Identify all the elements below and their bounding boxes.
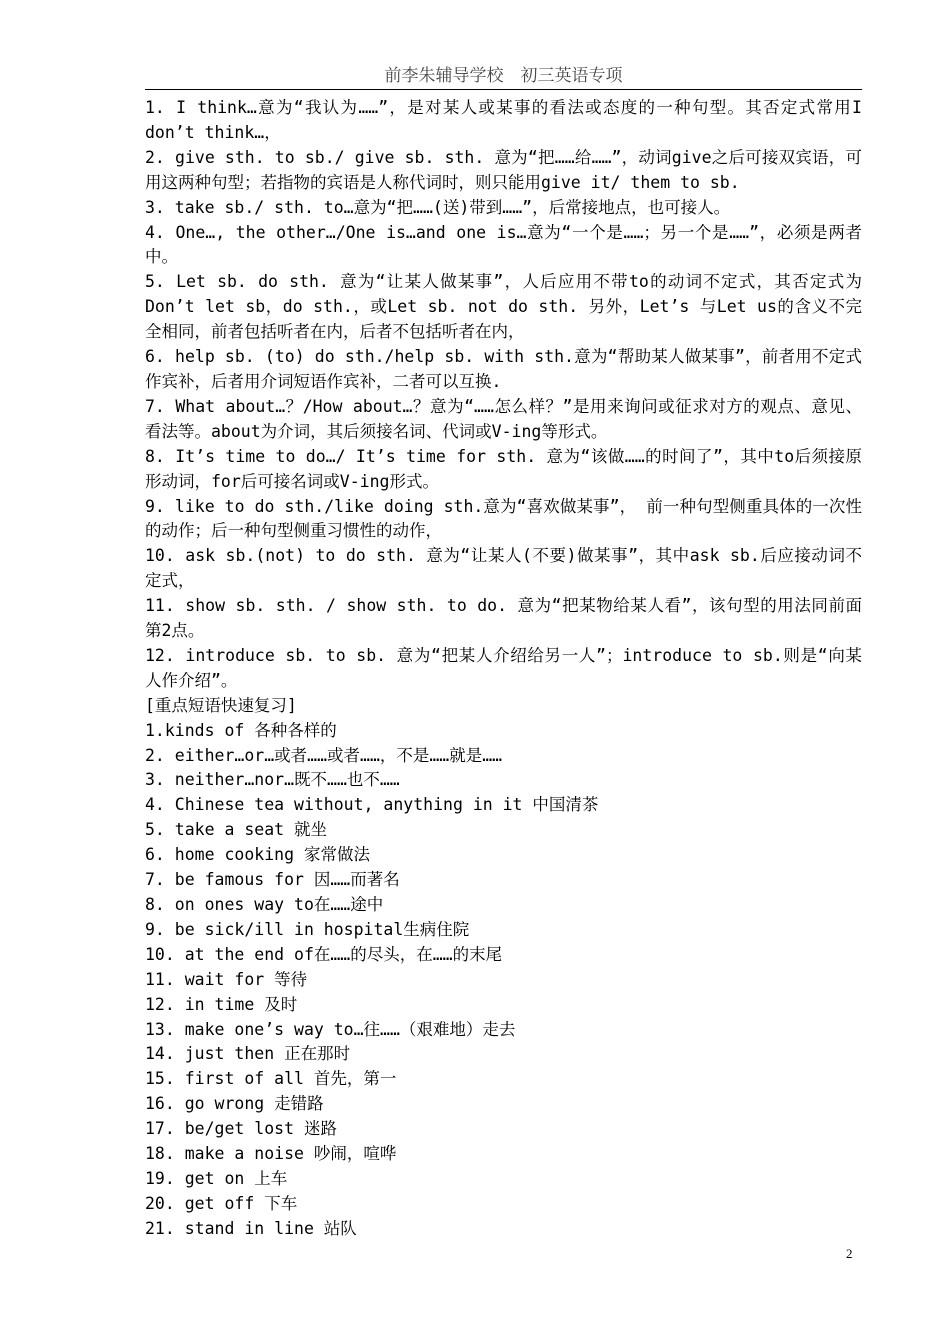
phrase-item: 9. be sick/ill in hospital生病住院 bbox=[145, 919, 470, 939]
pattern-item: 11. show sb. sth. / show sth. to do. 意为“把某物给某人看”，该句型的用法同前面第2点。 bbox=[145, 596, 862, 641]
page-number: 2 bbox=[846, 1246, 853, 1261]
pattern-item: 3. take sb./ sth. to…意为“把……(送)带到……”，后常接地点，也可接人。 bbox=[145, 197, 731, 217]
pattern-item: 5. Let sb. do sth. 意为“让某人做某事”，人后应用不带to的动词不定式，其否定式为Don’t let sb，do sth.，或Let sb. not do sth. 另外，Let’s 与Let us的含义不完全相同，前者包括听者在内，后者不包括听者在内， bbox=[145, 272, 862, 342]
phrase-item: 21. stand in line 站队 bbox=[145, 1218, 357, 1238]
phrase-list bbox=[145, 719, 862, 1242]
phrase-item: 12. in time 及时 bbox=[145, 994, 298, 1014]
pattern-item: 12. introduce sb. to sb. 意为“把某人介绍给另一人”；introduce to sb.则是“向某人作介绍”。 bbox=[145, 645, 862, 690]
phrase-item: 15. first of all 首先，第一 bbox=[145, 1069, 397, 1089]
phrase-item: 8. on ones way to在……途中 bbox=[145, 895, 384, 914]
pattern-item: 2. give sth. to sb./ give sb. sth. 意为“把……给……”，动词give之后可接双宾语，可用这两种句型；若指物的宾语是人称代词时，则只能用give it/ them to sb. bbox=[145, 147, 862, 192]
sentence-pattern-list bbox=[145, 96, 862, 694]
pattern-item: 9. like to do sth./like doing sth.意为“喜欢做某事”， 前一种句型侧重具体的一次性的动作；后一种句型侧重习惯性的动作， bbox=[145, 496, 862, 541]
phrase-item: 4. Chinese tea without, anything in it 中国清茶 bbox=[145, 795, 599, 815]
document-body bbox=[145, 96, 862, 1242]
page-header: 前李朱辅导学校 初三英语专项 bbox=[145, 63, 862, 90]
phrase-item: 17. be/get lost 迷路 bbox=[145, 1119, 337, 1139]
phrases-heading: [重点短语快速复习] bbox=[145, 695, 297, 715]
pattern-item: 8. It’s time to do…/ It’s time for sth. 意为“该做……的时间了”，其中to后须接原形动词，for后可接名词或V-ing形式。 bbox=[145, 446, 862, 491]
phrase-item: 20. get off 下车 bbox=[145, 1193, 298, 1213]
phrase-item: 10. at the end of在……的尽头，在……的末尾 bbox=[145, 944, 503, 964]
pattern-item: 6. help sb. (to) do sth./help sb. with sth.意为“帮助某人做某事”，前者用不定式作宾补，后者用介词短语作宾补，二者可以互换. bbox=[145, 347, 862, 391]
phrase-item: 2. either…or…或者……或者……，不是……就是…… bbox=[145, 745, 503, 765]
phrase-item: 11. wait for 等待 bbox=[145, 969, 308, 989]
phrase-item: 3. neither…nor…既不……也不…… bbox=[145, 770, 400, 790]
phrase-item: 7. be famous for 因……而著名 bbox=[145, 870, 400, 890]
pattern-item: 4. One…, the other…/One is…and one is…意为“一个是……；另一个是……”，必须是两者中。 bbox=[145, 222, 862, 267]
phrase-item: 19. get on 上车 bbox=[145, 1168, 288, 1188]
phrase-item: 1.kinds of 各种各样的 bbox=[145, 720, 337, 740]
pattern-item: 1. I think…意为“我认为……”，是对某人或某事的看法或态度的一种句型。其否定式常用I don’t think…， bbox=[145, 98, 862, 142]
phrase-item: 14. just then 正在那时 bbox=[145, 1044, 351, 1064]
pattern-item: 10. ask sb.(not) to do sth. 意为“让某人(不要)做某事”，其中ask sb.后应接动词不定式， bbox=[145, 546, 862, 591]
pattern-item: 7. What about…？/How about…？意为“……怎么样？”是用来询问或征求对方的观点、意见、看法等。about为介词，其后须接名词、代词或V-ing等形式。 bbox=[145, 396, 862, 441]
phrase-item: 13. make one’s way to…往……（艰难地）走去 bbox=[145, 1019, 516, 1039]
phrase-item: 16. go wrong 走错路 bbox=[145, 1094, 324, 1114]
phrase-item: 5. take a seat 就坐 bbox=[145, 820, 328, 840]
phrase-item: 18. make a noise 吵闹，喧哗 bbox=[145, 1144, 397, 1164]
phrase-item: 6. home cooking 家常做法 bbox=[145, 845, 370, 865]
